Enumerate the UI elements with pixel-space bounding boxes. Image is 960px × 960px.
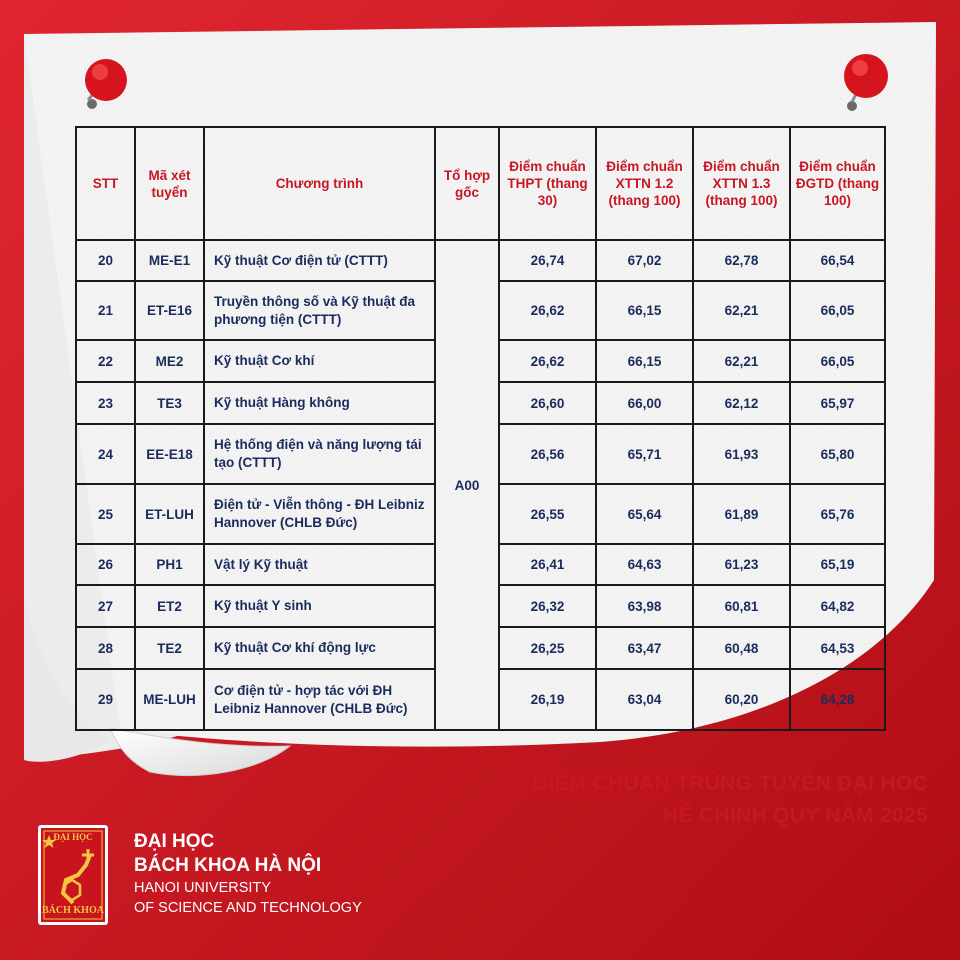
title-line-2: HỆ CHÍNH QUY NĂM 2025 (663, 804, 928, 827)
cell-code: ET-LUH (135, 484, 204, 544)
cell-code: PH1 (135, 544, 204, 585)
cell-stt: 27 (76, 585, 135, 627)
cell-dgtd: 64,82 (790, 585, 885, 627)
cell-group: A00 (435, 240, 499, 730)
cell-code: EE-E18 (135, 424, 204, 484)
university-name (134, 830, 362, 918)
cell-xttn12: 63,98 (596, 585, 693, 627)
cell-thpt: 26,55 (499, 484, 596, 544)
cell-stt: 29 (76, 669, 135, 730)
cell-xttn12: 63,04 (596, 669, 693, 730)
cell-program: Điện tử - Viễn thông - ĐH Leibniz Hannover (CHLB Đức) (204, 484, 435, 544)
university-line-1: ĐẠI HỌC (134, 831, 215, 852)
cell-stt: 20 (76, 240, 135, 281)
cell-program: Kỹ thuật Cơ khí động lực (204, 627, 435, 669)
cell-code: ME-E1 (135, 240, 204, 281)
cell-xttn13: 60,48 (693, 627, 790, 669)
cell-program: Kỹ thuật Cơ khí (204, 340, 435, 382)
cell-program: Kỹ thuật Y sinh (204, 585, 435, 627)
cell-stt: 24 (76, 424, 135, 484)
cell-program: Hệ thống điện và năng lượng tái tạo (CTTT) (204, 424, 435, 484)
cell-thpt: 26,62 (499, 281, 596, 340)
cell-xttn12: 65,71 (596, 424, 693, 484)
cell-thpt: 26,25 (499, 627, 596, 669)
cell-xttn13: 60,20 (693, 669, 790, 730)
cell-xttn12: 64,63 (596, 544, 693, 585)
cell-code: ET-E16 (135, 281, 204, 340)
header-stt: STT (76, 127, 135, 240)
cell-program: Kỹ thuật Hàng không (204, 382, 435, 424)
table-row (76, 240, 885, 281)
cell-xttn13: 60,81 (693, 585, 790, 627)
cell-xttn12: 67,02 (596, 240, 693, 281)
header-xttn13: Điểm chuẩn XTTN 1.3 (thang 100) (693, 127, 790, 240)
university-line-3: HANOI UNIVERSITY (134, 880, 271, 896)
cell-code: ME-LUH (135, 669, 204, 730)
cell-program: Kỹ thuật Cơ điện tử (CTTT) (204, 240, 435, 281)
header-dgtd: Điểm chuẩn ĐGTD (thang 100) (790, 127, 885, 240)
header-code: Mã xét tuyển (135, 127, 204, 240)
cell-dgtd: 66,05 (790, 281, 885, 340)
cell-stt: 26 (76, 544, 135, 585)
logo-bottom-text: BÁCH KHOA (42, 905, 104, 916)
cell-program: Vật lý Kỹ thuật (204, 544, 435, 585)
cell-code: ME2 (135, 340, 204, 382)
cell-dgtd: 65,76 (790, 484, 885, 544)
cell-xttn13: 62,21 (693, 340, 790, 382)
cell-thpt: 26,74 (499, 240, 596, 281)
cell-xttn13: 61,89 (693, 484, 790, 544)
university-logo (38, 825, 108, 925)
cell-code: TE3 (135, 382, 204, 424)
university-line-2: BÁCH KHOA HÀ NỘI (134, 855, 322, 876)
cell-thpt: 26,60 (499, 382, 596, 424)
header-xttn12: Điểm chuẩn XTTN 1.2 (thang 100) (596, 127, 693, 240)
cell-xttn13: 62,78 (693, 240, 790, 281)
cell-xttn13: 61,23 (693, 544, 790, 585)
cell-xttn13: 62,12 (693, 382, 790, 424)
cell-dgtd: 64,53 (790, 627, 885, 669)
cell-stt: 28 (76, 627, 135, 669)
cell-xttn12: 66,15 (596, 281, 693, 340)
header-program: Chương trình (204, 127, 435, 240)
cell-xttn12: 66,15 (596, 340, 693, 382)
cell-stt: 22 (76, 340, 135, 382)
cell-stt: 23 (76, 382, 135, 424)
cell-thpt: 26,32 (499, 585, 596, 627)
cell-stt: 25 (76, 484, 135, 544)
page-title (533, 768, 928, 832)
cell-dgtd: 64,28 (790, 669, 885, 730)
cell-stt: 21 (76, 281, 135, 340)
cell-thpt: 26,62 (499, 340, 596, 382)
header-group: Tổ hợp gốc (435, 127, 499, 240)
cell-program: Truyền thông số và Kỹ thuật đa phương tiện (CTTT) (204, 281, 435, 340)
cell-program: Cơ điện tử - hợp tác với ĐH Leibniz Hannover (CHLB Đức) (204, 669, 435, 730)
cell-code: ET2 (135, 585, 204, 627)
cell-thpt: 26,19 (499, 669, 596, 730)
cell-thpt: 26,56 (499, 424, 596, 484)
cell-xttn12: 66,00 (596, 382, 693, 424)
logo-top-text: ĐẠI HỌC (53, 832, 93, 842)
pushpin-icon (66, 50, 136, 120)
cell-xttn12: 63,47 (596, 627, 693, 669)
university-line-4: OF SCIENCE AND TECHNOLOGY (134, 900, 362, 916)
cell-xttn12: 65,64 (596, 484, 693, 544)
title-line-1: ĐIỂM CHUẨN TRÚNG TUYỂN ĐẠI HỌC (532, 772, 928, 795)
cell-dgtd: 65,97 (790, 382, 885, 424)
cell-xttn13: 62,21 (693, 281, 790, 340)
table-header-row (76, 127, 885, 240)
cell-dgtd: 66,54 (790, 240, 885, 281)
cell-dgtd: 65,80 (790, 424, 885, 484)
header-thpt: Điểm chuẩn THPT (thang 30) (499, 127, 596, 240)
cell-dgtd: 66,05 (790, 340, 885, 382)
cell-dgtd: 65,19 (790, 544, 885, 585)
cell-code: TE2 (135, 627, 204, 669)
cell-thpt: 26,41 (499, 544, 596, 585)
pushpin-icon (830, 46, 900, 116)
admission-score-table (75, 126, 886, 731)
cell-xttn13: 61,93 (693, 424, 790, 484)
